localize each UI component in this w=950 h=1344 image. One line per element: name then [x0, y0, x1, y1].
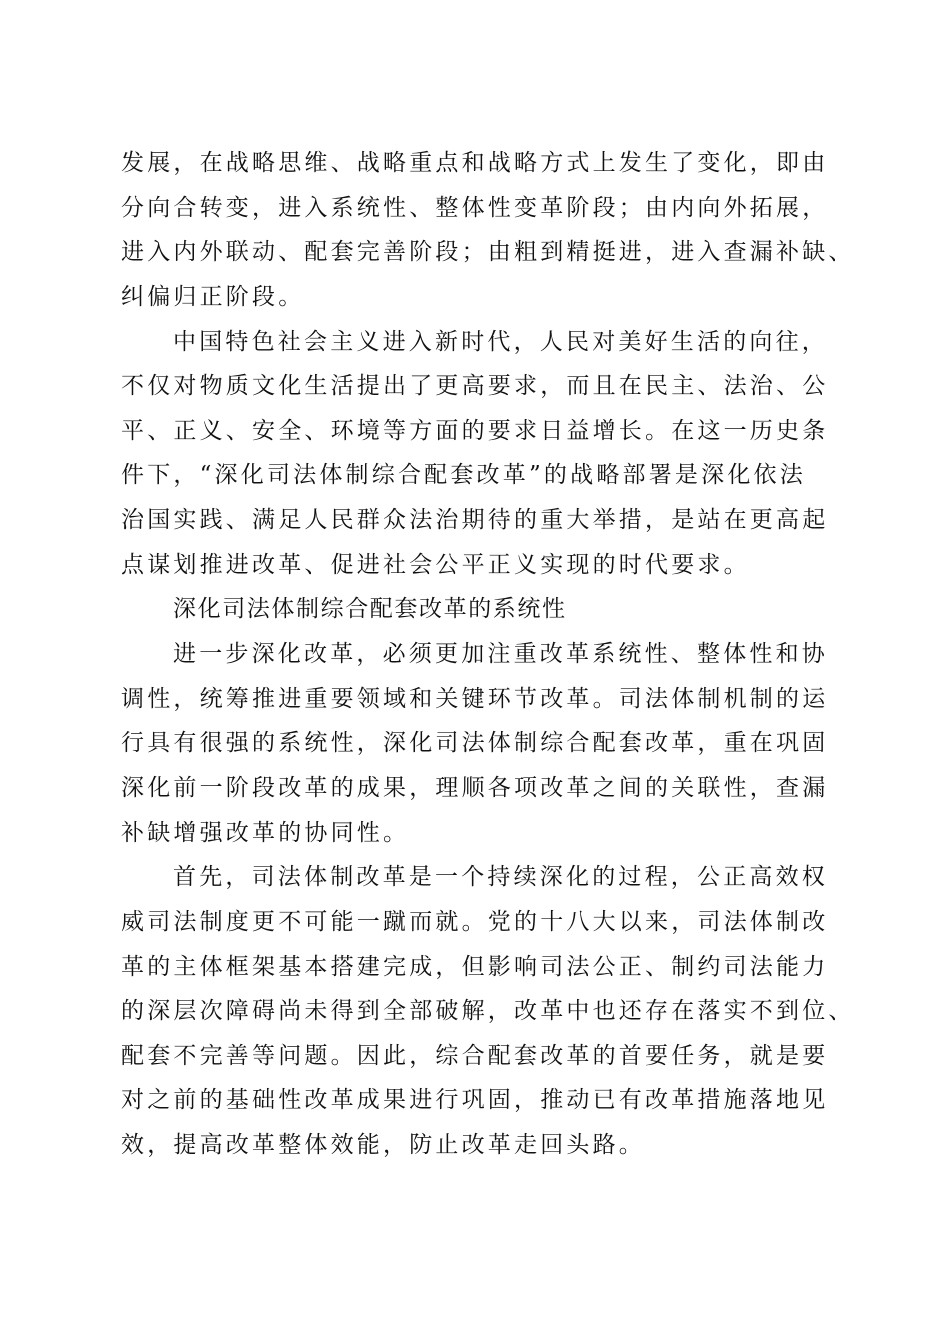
- text-line: 配套不完善等问题。因此，综合配套改革的首要任务，就是要: [121, 1042, 829, 1069]
- text-line: 调性，统筹推进重要领域和关键环节改革。司法体制机制的运: [121, 685, 829, 712]
- text-line: 首先，司法体制改革是一个持续深化的过程，公正高效权: [173, 864, 828, 891]
- text-line: 行具有很强的系统性，深化司法体制综合配套改革，重在巩固: [121, 730, 829, 757]
- paragraph-continuation: [121, 141, 881, 320]
- text-line: 件下，“深化司法体制综合配套改革”的战略部署是深化依法: [121, 462, 806, 489]
- section-heading-text: 深化司法体制综合配套改革的系统性: [173, 596, 567, 623]
- text-line: 分向合转变，进入系统性、整体性变革阶段；由内向外拓展，: [121, 194, 829, 221]
- text-line: 的深层次障碍尚未得到全部破解，改革中也还存在落实不到位、: [121, 998, 855, 1025]
- text-line: 中国特色社会主义进入新时代，人民对美好生活的向往，: [173, 328, 828, 355]
- text-line: 不仅对物质文化生活提出了更高要求，而且在民主、法治、公: [121, 373, 829, 400]
- text-line: 深化前一阶段改革的成果，理顺各项改革之间的关联性，查漏: [121, 774, 829, 801]
- text-line: 进一步深化改革，必须更加注重改革系统性、整体性和协: [173, 641, 828, 668]
- text-line: 进入内外联动、配套完善阶段；由粗到精挺进，进入查漏补缺、: [121, 239, 855, 266]
- paragraph-new-era: [121, 320, 881, 588]
- text-line: 治国实践、满足人民群众法治期待的重大举措，是站在更高起: [121, 507, 829, 534]
- text-line: 平、正义、安全、环境等方面的要求日益增长。在这一历史条: [121, 417, 829, 444]
- text-line: 补缺增强改革的协同性。: [121, 819, 410, 846]
- text-line: 纠偏归正阶段。: [121, 283, 305, 310]
- document-body: [121, 141, 881, 1168]
- text-line: 对之前的基础性改革成果进行巩固，推动已有改革措施落地见: [121, 1087, 829, 1114]
- section-heading: [121, 587, 881, 632]
- paragraph-systematic: [121, 632, 881, 855]
- text-line: 威司法制度更不可能一蹴而就。党的十八大以来，司法体制改: [121, 908, 829, 935]
- paragraph-first: [121, 855, 881, 1167]
- text-line: 点谋划推进改革、促进社会公平正义实现的时代要求。: [121, 551, 750, 578]
- text-line: 发展，在战略思维、战略重点和战略方式上发生了变化，即由: [121, 150, 829, 176]
- text-line: 效，提高改革整体效能，防止改革走回头路。: [121, 1132, 645, 1159]
- text-line: 革的主体框架基本搭建完成，但影响司法公正、制约司法能力: [121, 953, 829, 980]
